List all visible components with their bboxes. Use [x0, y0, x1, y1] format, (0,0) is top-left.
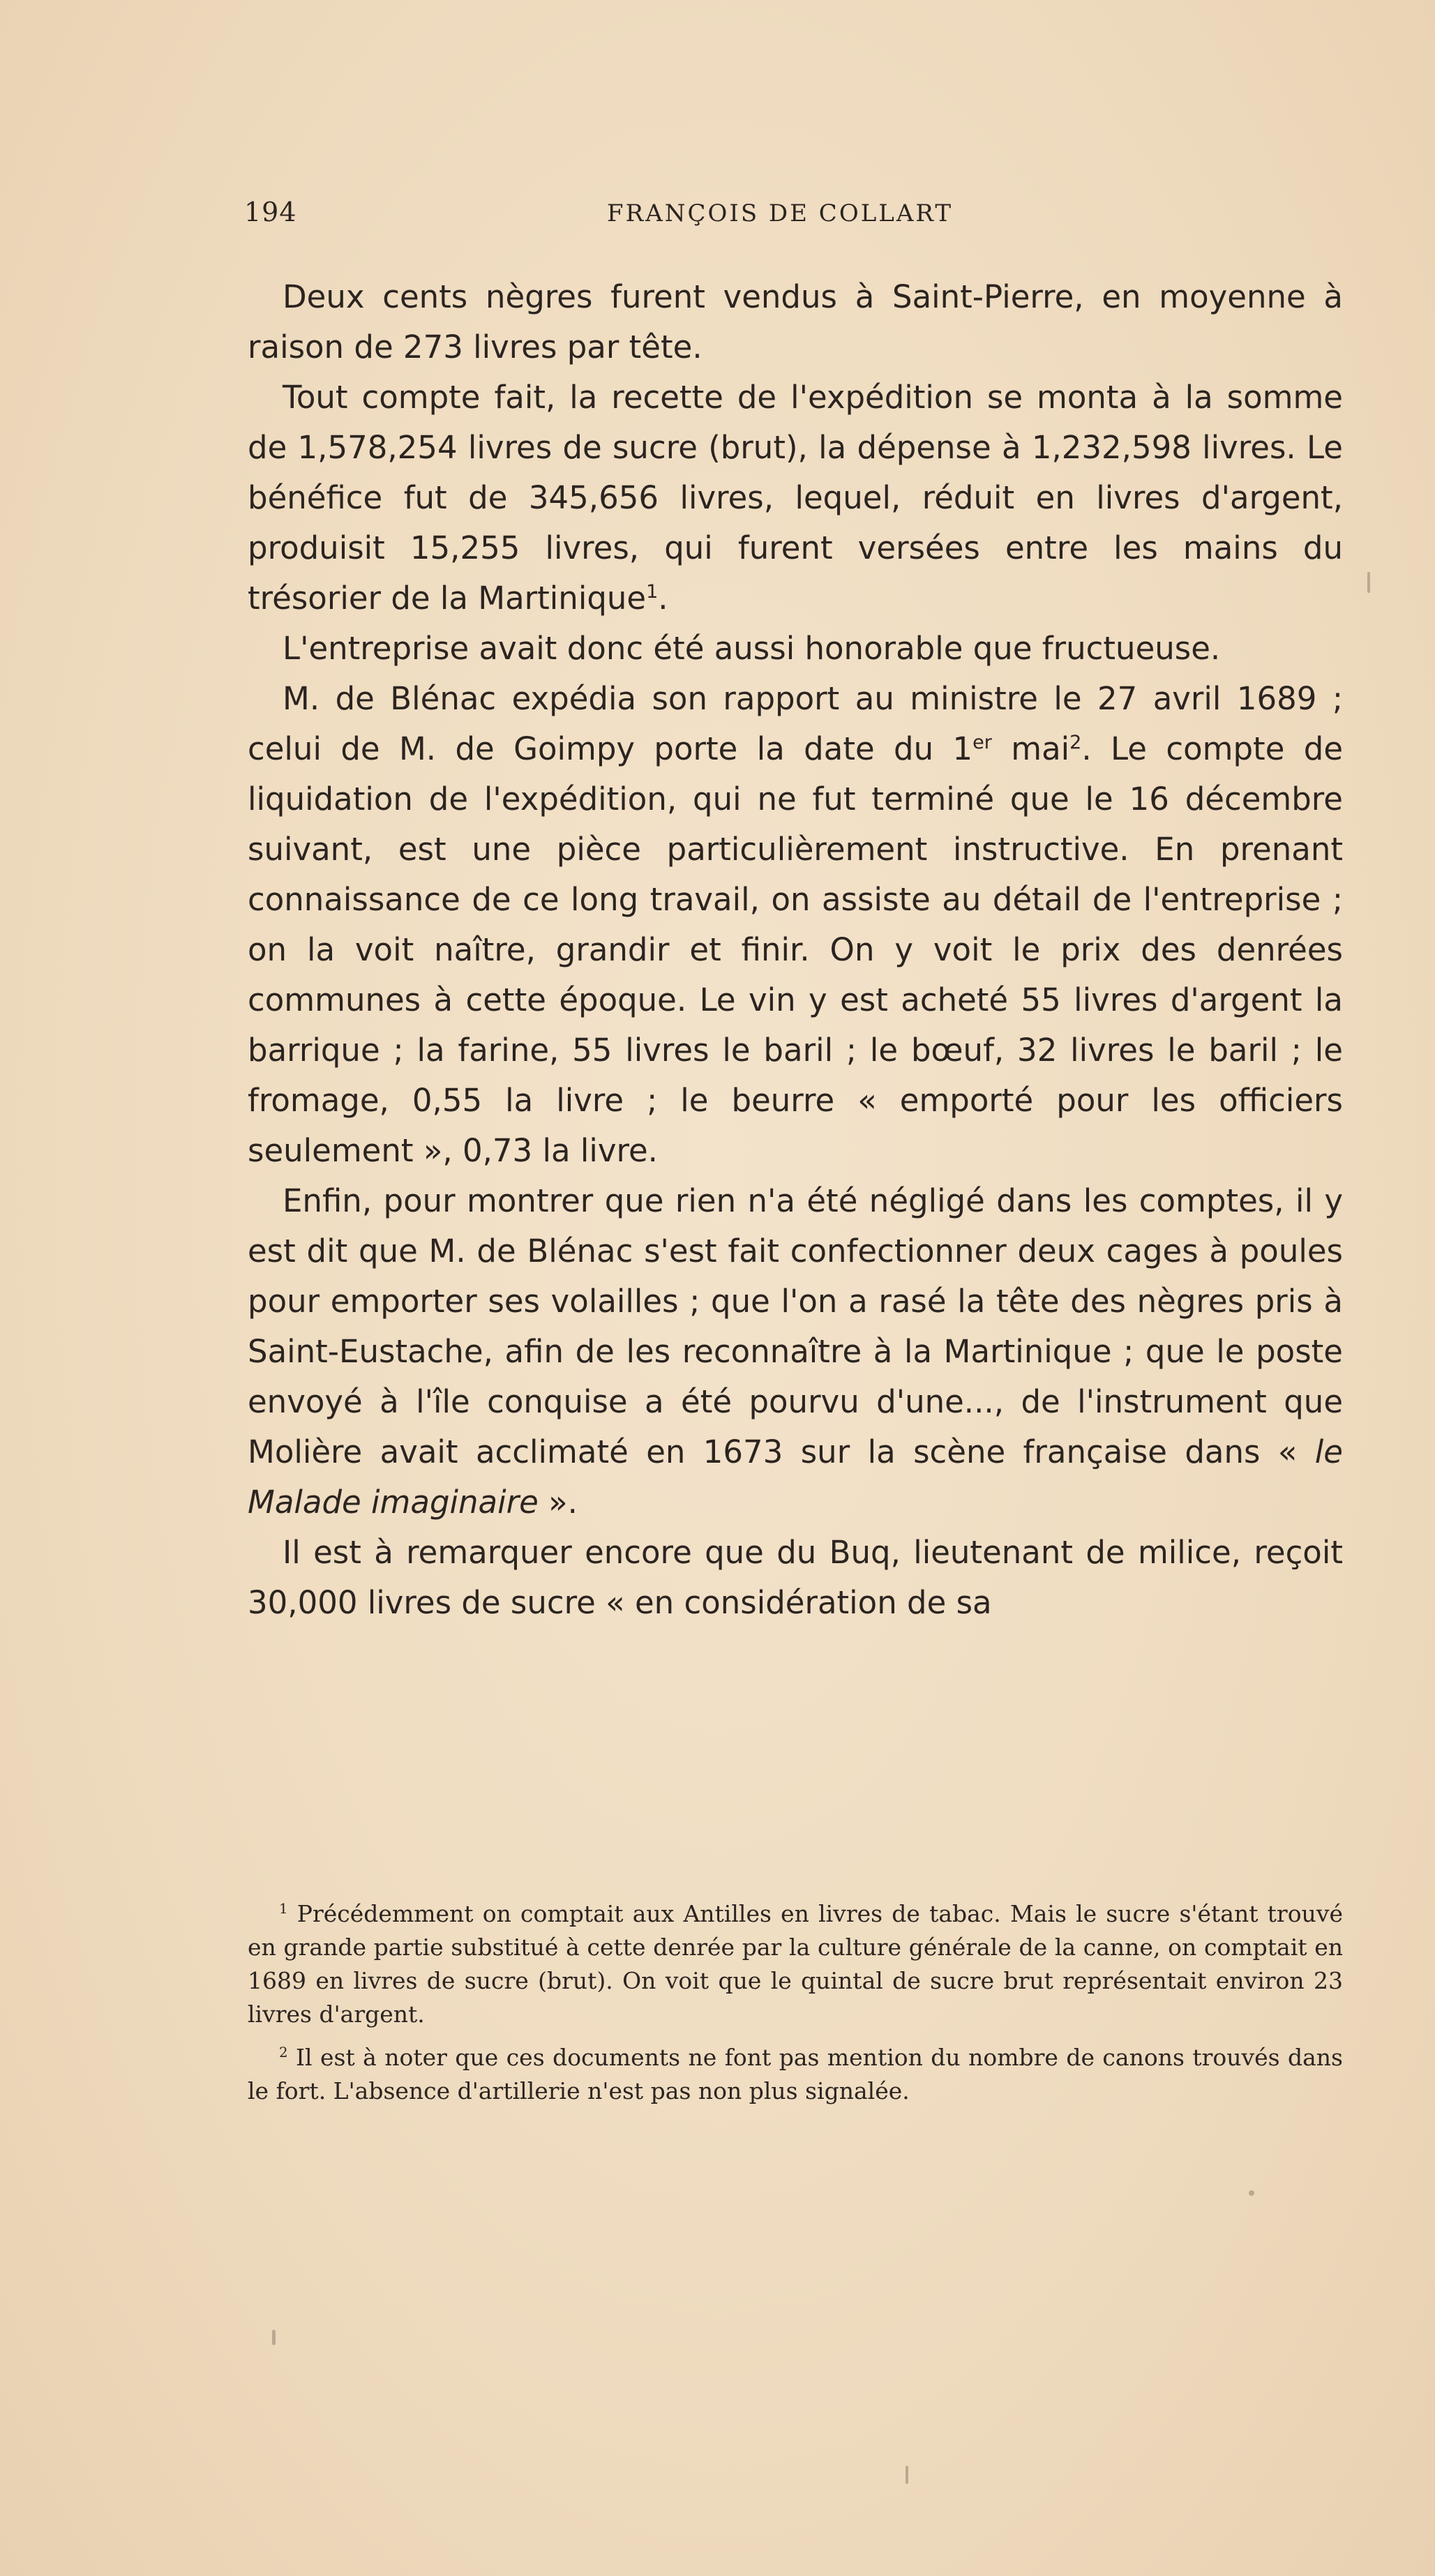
paragraph-text: Enfin, pour montrer que rien n'a été négligé dans les comptes, il y est dit que M. de Blénac s'est fait confectionner deux cages à poules pour emporter ses volailles ; que l'on a rasé la tête des nègres pris à Saint-Eustache, afin de les reconnaître à la Martinique ; que le poste envoyé à l'île conquise a été pourvu d'une..., de l'instrument que Molière avait acclimaté en 1673 sur la scène française dans « [248, 1182, 1343, 1470]
footnotes [248, 1897, 1343, 2118]
footnote-text: Précédemment on comptait aux Antilles en livres de tabac. Mais le sucre s'étant trouvé en grande partie substitué à cette denrée par la culture générale de la canne, on comptait en 1689 en livres de sucre (brut). On voit que le quintal de sucre brut représentait environ 23 livres d'argent. [248, 1900, 1343, 2028]
paper-speck [272, 2330, 276, 2345]
paragraph-text: . Le compte de liquidation de l'expédition, qui ne fut terminé que le 16 décembre suivant, est une pièce particulièrement instructive. En prenant connaissance de ce long travail, on assiste au détail de l'entreprise ; on la voit naître, grandir et finir. On y voit le prix des denrées communes à cette époque. Le vin y est acheté 55 livres d'argent la barrique ; la farine, 55 livres le baril ; le bœuf, 32 livres le baril ; le fromage, 0,55 la livre ; le beurre « emporté pour les officiers seulement », 0,73 la livre. [248, 730, 1344, 1169]
paragraph [248, 1176, 1343, 1528]
footnote [248, 1897, 1343, 2031]
footnote-ref: 1 [646, 581, 659, 603]
paragraph-text: . [658, 580, 668, 617]
paragraph: Il est à remarquer encore que du Buq, lieutenant de milice, reçoit 30,000 livres de sucre « en considération de sa [248, 1534, 1343, 1621]
paragraph: Deux cents nègres furent vendus à Saint-Pierre, en moyenne à raison de 273 livres par tête. [248, 278, 1343, 366]
footnote-text: Il est à noter que ces documents ne font pas mention du nombre de canons trouvés dans le fort. L'absence d'artillerie n'est pas non plus signalée. [248, 2044, 1343, 2104]
paper-speck [1367, 572, 1370, 593]
paragraph [248, 674, 1343, 1176]
paragraph-text: Tout compte fait, la recette de l'expédition se monta à la somme de 1,578,254 livres de sucre (brut), la dépense à 1,232,598 livres. Le bénéfice fut de 345,656 livres, lequel, réduit en livres d'argent, produisit 15,255 livres, qui furent versées entre les mains du trésorier de la Martinique [248, 379, 1343, 617]
footnote-ref: 2 [1069, 732, 1082, 753]
paragraph: L'entreprise avait donc été aussi honorable que fructueuse. [283, 630, 1221, 667]
footnote-mark: 2 [279, 2044, 288, 2061]
paragraph-text: M. de Blénac expédia son rapport au ministre le 27 avril 1689 ; celui de M. de Goimpy porte la date du 1 [248, 680, 1343, 767]
page-header [244, 197, 1346, 232]
paper-speck [906, 2466, 908, 2484]
running-title: FRANÇOIS DE COLLART [607, 199, 954, 227]
footnote [248, 2041, 1343, 2108]
footnote-mark: 1 [279, 1901, 288, 1917]
paragraph-text: ». [538, 1484, 578, 1521]
book-title: le Malade imaginaire [248, 1433, 1343, 1521]
paper-speck [1249, 2190, 1254, 2196]
superscript: er [972, 732, 992, 753]
paragraph-text: mai [991, 730, 1070, 767]
paragraph [248, 372, 1343, 624]
page-number: 194 [244, 197, 297, 227]
body-text [248, 272, 1343, 1628]
